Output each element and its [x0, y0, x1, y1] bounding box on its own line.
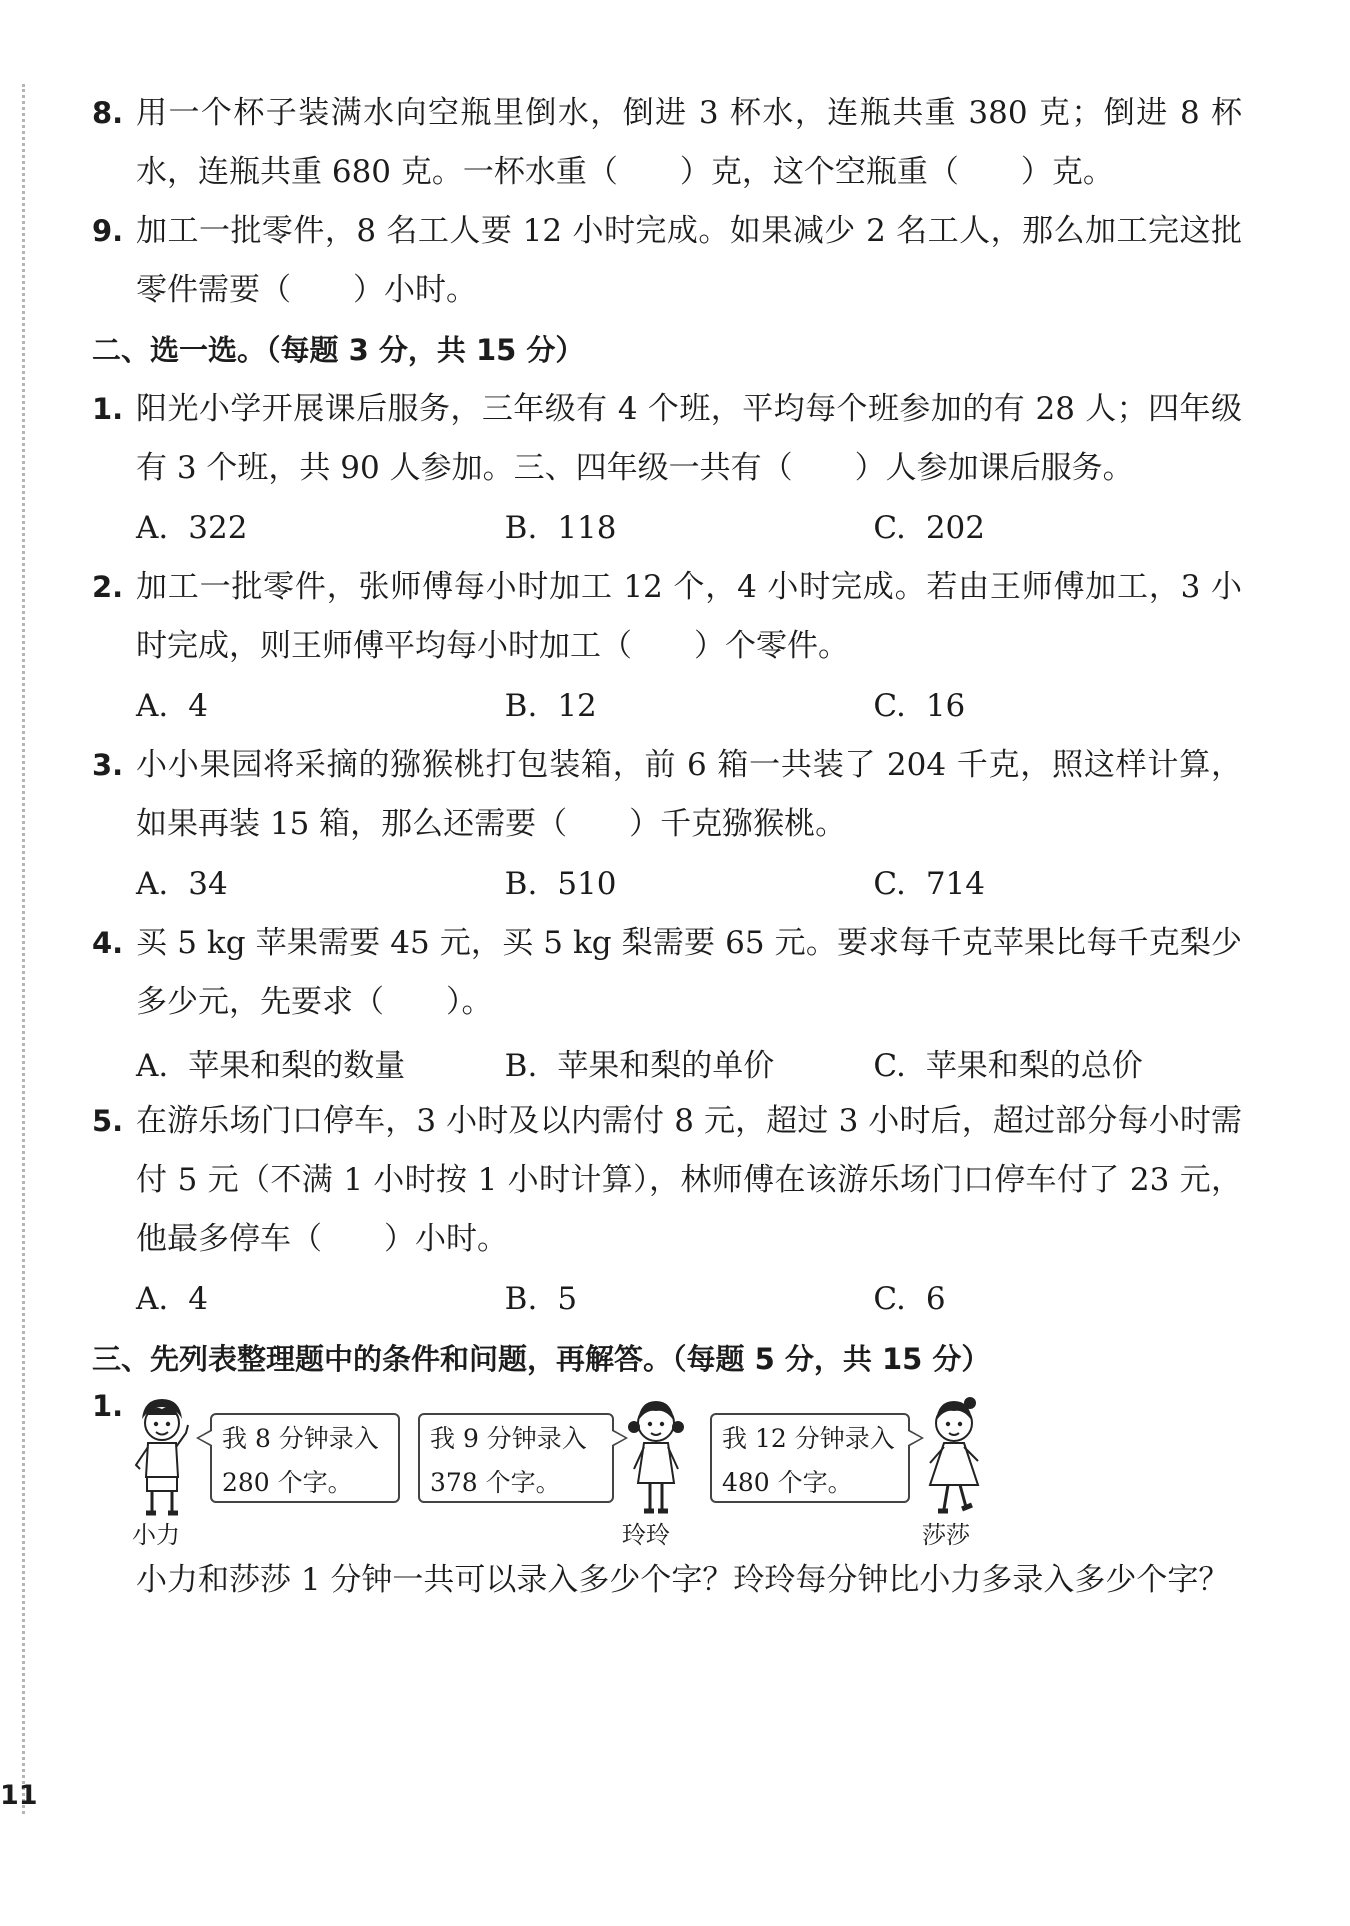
question-number: 2. [92, 570, 124, 604]
bubble-line: 280 个字。 [222, 1468, 353, 1497]
option-value: 510 [557, 866, 617, 902]
option-a[interactable] [136, 866, 505, 902]
option-value: 16 [925, 688, 966, 724]
option-c[interactable] [873, 1040, 1242, 1085]
option-letter: C. [873, 866, 906, 902]
choice-question-3 [92, 736, 1242, 854]
option-value: 322 [188, 510, 248, 546]
bubble-line: 我 9 分钟录入 [430, 1424, 587, 1453]
option-letter: B. [504, 510, 538, 546]
bubble-tail [196, 1429, 212, 1447]
speech-bubble [418, 1413, 614, 1503]
question-text: 买 5 kg 苹果需要 45 元，买 5 kg 梨需要 65 元。要求每千克苹果比每千克梨少多少元，先要求（ ）。 [136, 925, 1242, 1020]
question-number: 1. [92, 392, 124, 426]
option-b[interactable] [505, 1281, 874, 1317]
options-row [92, 498, 1242, 558]
option-a[interactable] [136, 1281, 505, 1317]
option-letter: A. [136, 510, 169, 546]
choice-question-5 [92, 1092, 1242, 1269]
question-number: 5. [92, 1104, 124, 1138]
question-number: 4. [92, 926, 124, 960]
option-letter: C. [873, 688, 906, 724]
option-c[interactable] [873, 688, 1242, 724]
option-a[interactable] [136, 688, 505, 724]
option-letter: C. [873, 510, 906, 546]
option-c[interactable] [873, 866, 1242, 902]
question-number: 9. [92, 214, 124, 248]
option-letter: C. [873, 1281, 906, 1317]
option-value: 苹果和梨的单价 [557, 1047, 775, 1084]
choice-question-4 [92, 914, 1242, 1032]
option-letter: A. [136, 1281, 169, 1317]
options-row [92, 854, 1242, 914]
section-2-title: 二、选一选。（每题 3 分，共 15 分） [92, 333, 585, 367]
kid-name: 小力 [132, 1521, 180, 1549]
option-letter: B. [504, 1281, 538, 1317]
option-value: 6 [925, 1281, 946, 1317]
speech-bubble [210, 1413, 400, 1503]
question-8 [92, 84, 1242, 202]
options-row [92, 676, 1242, 736]
option-b[interactable] [505, 510, 874, 546]
option-value: 714 [925, 866, 985, 902]
option-b[interactable] [505, 688, 874, 724]
worksheet-content [92, 84, 1242, 1610]
question-number: 3. [92, 748, 124, 782]
option-a[interactable] [136, 510, 505, 546]
binding-margin-line [22, 84, 25, 1814]
page-number: 11 [0, 1780, 38, 1811]
options-row [92, 1032, 1242, 1092]
question-number: 8. [92, 96, 124, 130]
bubble-line: 480 个字。 [722, 1468, 853, 1497]
girl-figure-icon [620, 1393, 692, 1523]
option-value: 苹果和梨的总价 [925, 1047, 1143, 1084]
question-text: 在游乐场门口停车，3 小时及以内需付 8 元，超过 3 小时后，超过部分每小时需付 5 元（不满 1 小时按 1 小时计算），林师傅在该游乐场门口停车付了 23 元，他最多停车（ ）小时。 [136, 1103, 1242, 1257]
choice-question-1 [92, 380, 1242, 498]
option-letter: A. [136, 688, 169, 724]
option-c[interactable] [873, 510, 1242, 546]
option-a[interactable] [136, 1040, 505, 1085]
question-number: 1. [92, 1389, 124, 1423]
option-value: 202 [925, 510, 985, 546]
option-value: 4 [188, 688, 208, 724]
option-letter: A. [136, 866, 169, 902]
option-letter: C. [873, 1047, 906, 1084]
choice-question-2 [92, 558, 1242, 676]
question-text: 用一个杯子装满水向空瓶里倒水，倒进 3 杯水，连瓶共重 380 克；倒进 8 杯水，连瓶共重 680 克。一杯水重（ ）克，这个空瓶重（ ）克。 [136, 95, 1242, 190]
question-9 [92, 202, 1242, 320]
option-letter: B. [504, 1047, 538, 1084]
option-value: 34 [188, 866, 228, 902]
option-letter: B. [504, 688, 538, 724]
bubble-line: 我 12 分钟录入 [722, 1424, 895, 1453]
option-letter: B. [504, 866, 538, 902]
kid-name: 莎莎 [922, 1521, 970, 1549]
dialogue-figure [92, 1389, 1242, 1551]
speech-bubble [710, 1413, 910, 1503]
option-b[interactable] [505, 866, 874, 902]
question-text: 加工一批零件，张师傅每小时加工 12 个，4 小时完成。若由王师傅加工，3 小时完成，则王师傅平均每小时加工（ ）个零件。 [136, 569, 1242, 664]
option-c[interactable] [873, 1281, 1242, 1317]
option-value: 5 [557, 1281, 578, 1317]
option-value: 4 [188, 1281, 208, 1317]
options-row [92, 1269, 1242, 1329]
bubble-line: 我 8 分钟录入 [222, 1424, 379, 1453]
option-value: 118 [557, 510, 617, 546]
section-3-title: 三、先列表整理题中的条件和问题，再解答。（每题 5 分，共 15 分） [92, 1342, 991, 1376]
question-text: 小小果园将采摘的猕猴桃打包装箱，前 6 箱一共装了 204 千克，照这样计算，如果再装 15 箱，那么还需要（ ）千克猕猴桃。 [136, 747, 1242, 842]
option-letter: A. [136, 1047, 169, 1084]
kid-name: 玲玲 [622, 1521, 670, 1549]
bubble-line: 378 个字。 [430, 1468, 561, 1497]
option-value: 12 [557, 688, 597, 724]
question-text: 小力和莎莎 1 分钟一共可以录入多少个字？玲玲每分钟比小力多录入多少个字？ [136, 1562, 1230, 1598]
question-text: 加工一批零件，8 名工人要 12 小时完成。如果减少 2 名工人，那么加工完这批零件需要（ ）小时。 [136, 213, 1242, 308]
boy-figure-icon [128, 1393, 196, 1523]
section-3-question-1-text [92, 1551, 1242, 1610]
girl-dress-figure-icon [918, 1393, 990, 1523]
option-value: 苹果和梨的数量 [188, 1047, 406, 1084]
question-text: 阳光小学开展课后服务，三年级有 4 个班，平均每个班参加的有 28 人；四年级有 3 个班，共 90 人参加。三、四年级一共有（ ）人参加课后服务。 [136, 391, 1242, 486]
option-b[interactable] [505, 1040, 874, 1085]
